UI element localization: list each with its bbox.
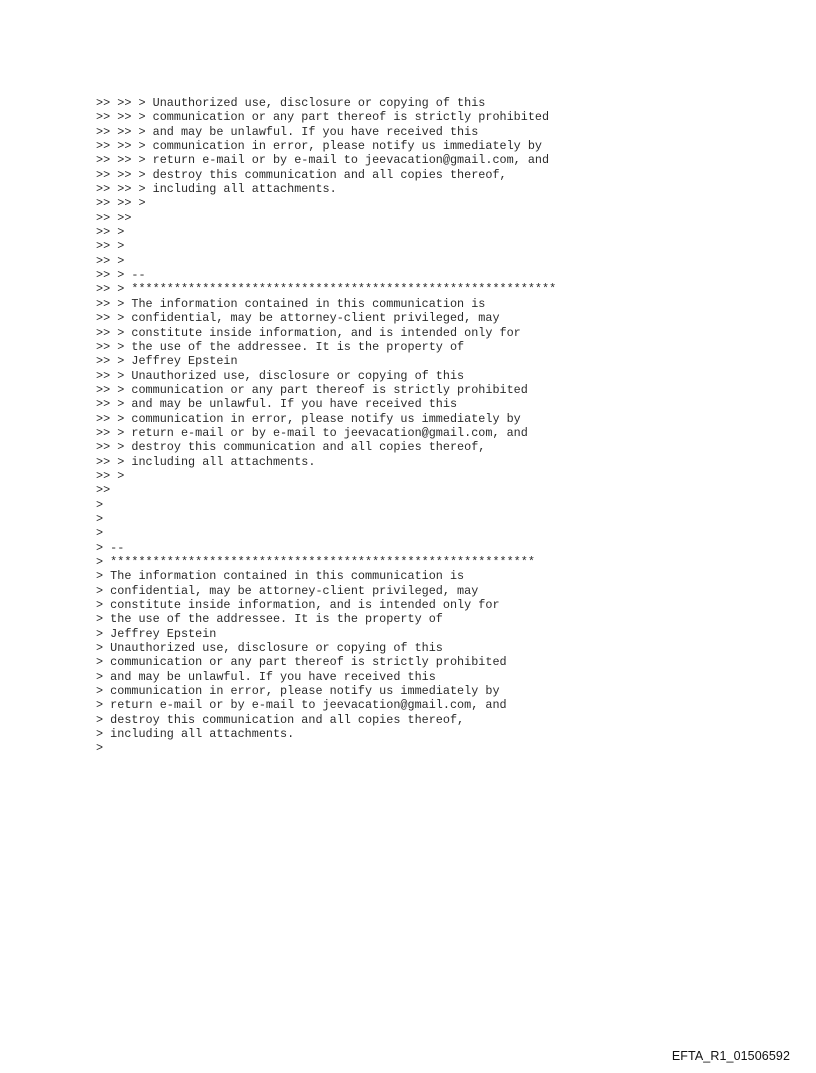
email-text-line: >> > [96, 225, 125, 240]
email-text-line: > -- [96, 540, 125, 555]
email-text-line: >> >> > communication in error, please notify us immediately by [96, 139, 542, 154]
email-text-line: > communication in error, please notify us immediately by [96, 684, 500, 699]
email-text-line: >> > ************************************************************ [96, 282, 557, 297]
email-text-line: >> >> > Unauthorized use, disclosure or copying of this [96, 96, 486, 110]
email-text-line: >> > destroy this communication and all copies thereof, [96, 440, 486, 455]
email-text-line: > confidential, may be attorney-client privileged, may [96, 583, 479, 598]
email-text-line: >> >> > including all attachments. [96, 182, 337, 197]
email-text-line: >> > constitute inside information, and is intended only for [96, 325, 521, 340]
email-text-line: >> >> > destroy this communication and all copies thereof, [96, 167, 507, 182]
email-text-line: > constitute inside information, and is intended only for [96, 598, 500, 613]
email-text-line: > The information contained in this communication is [96, 569, 465, 584]
email-text-line: > [96, 526, 104, 541]
email-text-line: >> > communication or any part thereof is strictly prohibited [96, 382, 528, 397]
email-text-line: >> > [96, 239, 125, 254]
email-text-line: >> > [96, 468, 125, 483]
email-text-line: > [96, 511, 104, 526]
quoted-email-body [96, 96, 776, 756]
email-text-line: > the use of the addressee. It is the property of [96, 612, 443, 627]
email-text-line: >> > return e-mail or by e-mail to jeevacation@gmail.com, and [96, 425, 528, 440]
email-text-line: >> > communication in error, please notify us immediately by [96, 411, 521, 426]
email-text-line: >> >> [96, 210, 132, 225]
email-text-line: >> >> > [96, 196, 146, 211]
email-text-line: >> > Unauthorized use, disclosure or copying of this [96, 368, 465, 383]
email-text-line: >> > including all attachments. [96, 454, 316, 469]
email-text-line: > Jeffrey Epstein [96, 626, 217, 641]
email-text-line: > [96, 497, 104, 512]
email-text-line: >> > The information contained in this communication is [96, 296, 486, 311]
email-text-line: >> > -- [96, 268, 146, 283]
email-text-line: > communication or any part thereof is strictly prohibited [96, 655, 507, 670]
email-text-line: > ************************************************************ [96, 555, 535, 569]
email-text-line: >> >> > return e-mail or by e-mail to jeevacation@gmail.com, and [96, 153, 550, 168]
email-text-line: >> > Jeffrey Epstein [96, 354, 238, 369]
email-text-line: >> [96, 483, 111, 498]
email-text-line: > destroy this communication and all copies thereof, [96, 712, 465, 727]
email-text-line: >> >> > and may be unlawful. If you have received this [96, 124, 479, 139]
document-id-stamp: EFTA_R1_01506592 [671, 1049, 790, 1063]
email-text-line: >> > the use of the addressee. It is the property of [96, 339, 465, 354]
email-text-line: > [96, 741, 104, 756]
email-text-line: >> >> > communication or any part thereof is strictly prohibited [96, 110, 550, 125]
email-text-line: > return e-mail or by e-mail to jeevacation@gmail.com, and [96, 698, 507, 713]
email-text-line: >> > [96, 253, 125, 268]
email-text-line: >> > and may be unlawful. If you have received this [96, 397, 458, 412]
email-text-line: > and may be unlawful. If you have received this [96, 669, 436, 684]
email-text-line: > Unauthorized use, disclosure or copying of this [96, 641, 443, 656]
email-text-line: >> > confidential, may be attorney-client privileged, may [96, 311, 500, 326]
email-text-line: > including all attachments. [96, 727, 295, 742]
